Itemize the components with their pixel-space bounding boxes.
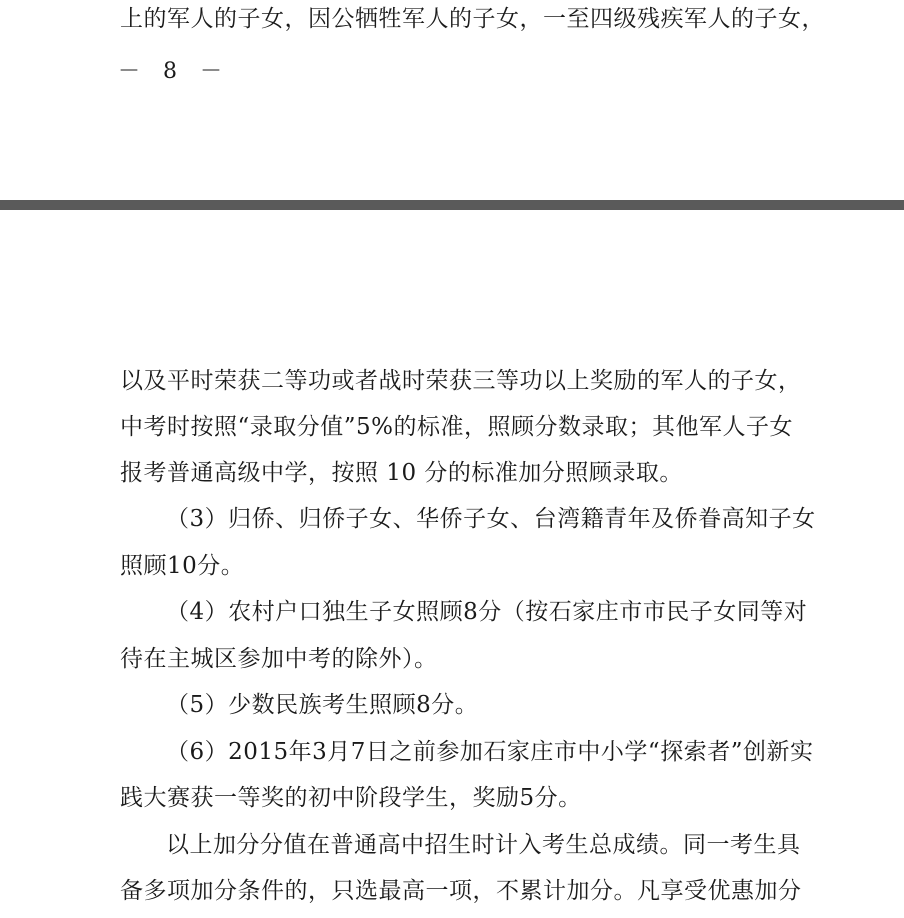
text-line: 待在主城区参加中考的除外）。	[120, 646, 438, 672]
text-line: 践大赛获一等奖的初中阶段学生，奖励5分。	[120, 785, 582, 811]
text-line: 中考时按照“录取分值”5%的标准，照顾分数录取；其他军人子女	[120, 414, 794, 440]
text-line: 以上加分分值在普通高中招生时计入考生总成绩。同一考生具	[166, 832, 801, 858]
page-number: － 8 －	[118, 59, 230, 84]
text-line: 报考普通高级中学，按照 10 分的标准加分照顾录取。	[120, 460, 683, 486]
text-line: （6）2015年3月7日之前参加石家庄市中小学“探索者”创新实	[166, 739, 814, 765]
text-line: 上的军人的子女，因公牺牲军人的子女，一至四级残疾军人的子女，	[120, 6, 825, 32]
page-separator	[0, 200, 904, 210]
text-line: 照顾10分。	[120, 553, 245, 579]
text-line: （4）农村户口独生子女照顾8分（按石家庄市市民子女同等对	[166, 599, 808, 625]
page-bottom	[0, 210, 904, 918]
text-line: 以及平时荣获二等功或者战时荣获三等功以上奖励的军人的子女，	[120, 368, 802, 394]
text-line: （5）少数民族考生照顾8分。	[166, 692, 479, 718]
page-top	[0, 0, 904, 200]
text-line: （3）归侨、归侨子女、华侨子女、台湾籍青年及侨眷高知子女	[166, 506, 816, 532]
text-line: 备多项加分条件的，只选最高一项，不累计加分。凡享受优惠加分	[120, 878, 802, 904]
